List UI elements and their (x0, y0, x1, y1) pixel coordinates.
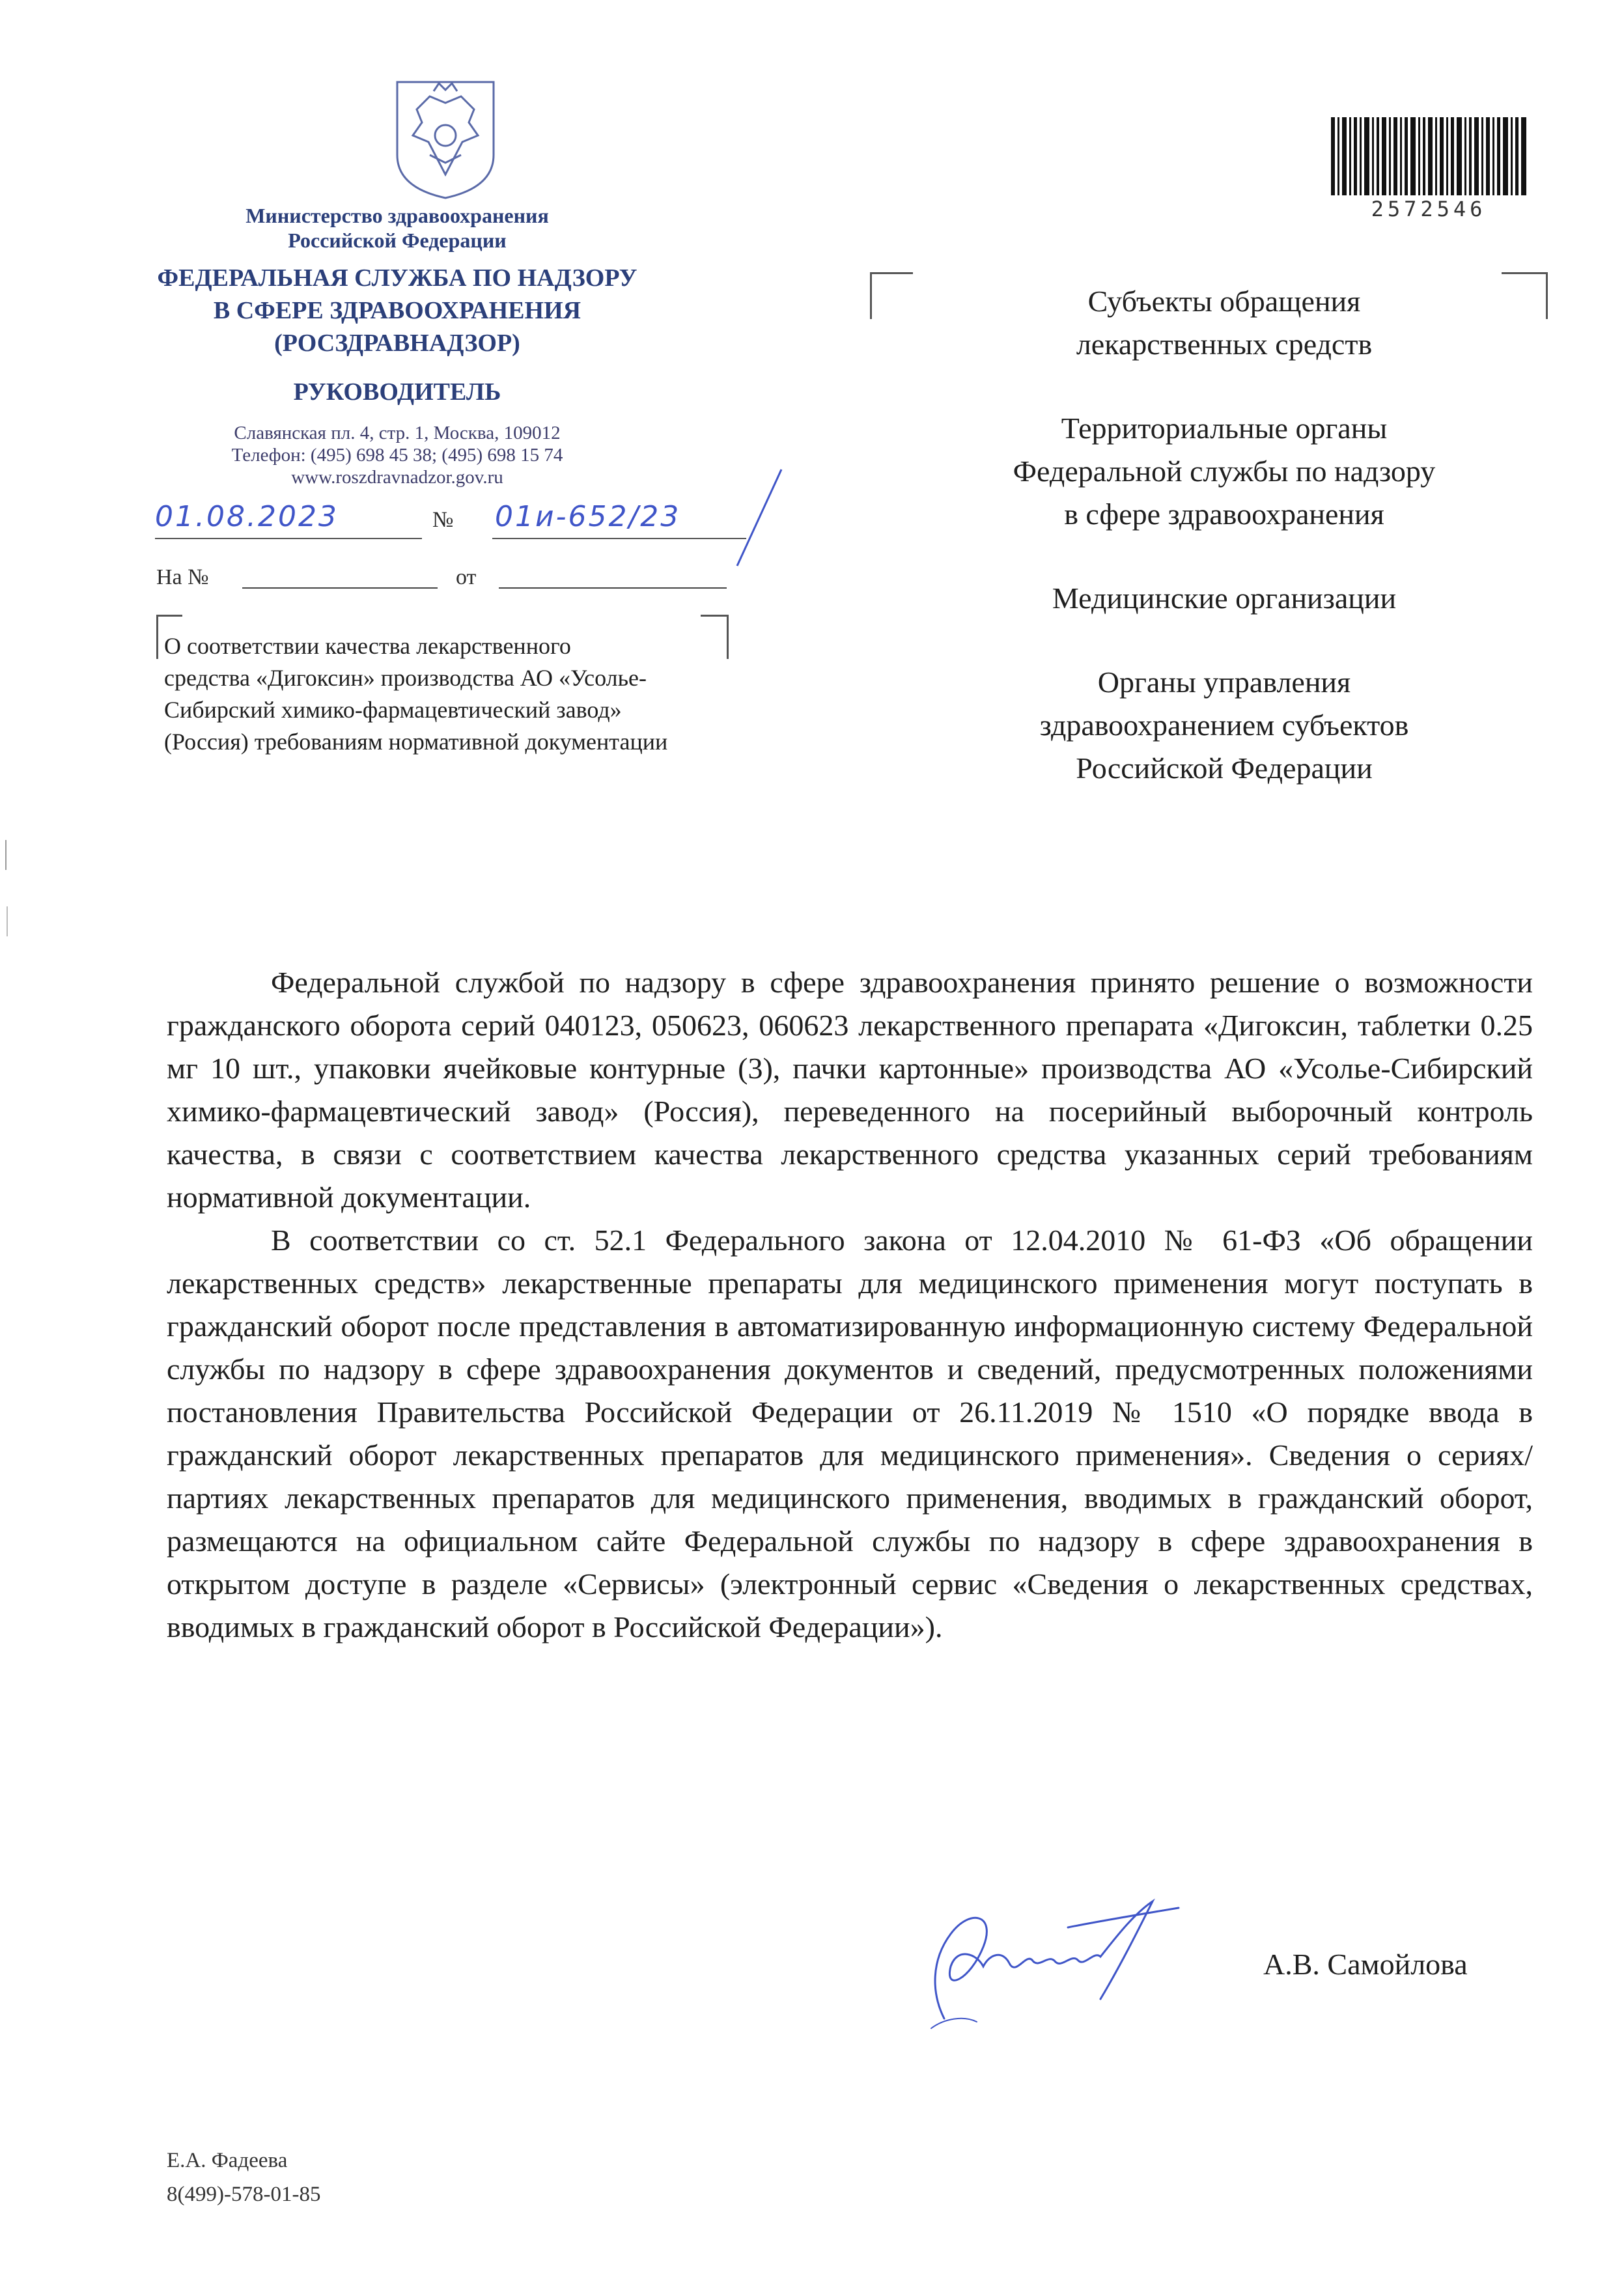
addressee-bracket-left-top (870, 272, 913, 274)
ministry-name (156, 203, 638, 253)
signer-name: А.В. Самойлова (1263, 1948, 1468, 1981)
addressee-line: Территориальные органы (1061, 412, 1388, 445)
addressee-bracket-right (1546, 272, 1548, 319)
barcode-number: 2572546 (1371, 197, 1487, 221)
phone-numbers: Телефон: (495) 698 45 38; (495) 698 15 74 (231, 445, 563, 466)
body-paragraph-2: В соответствии со ст. 52.1 Федерального закона от 12.04.2010 № 61-ФЗ «Об обращении лекарственных средств» лекарственные препараты для медицинского применения могут поступать в гражданский оборот после представления в автоматизированную информационную систему Федеральной службы по надзору в сфере здравоохранения документов и сведений, предусмотренных положениями постановления Правительства Российской Федерации от 26.11.2019 № 1510 «О порядке ввода в гражданский оборот лекарственных препаратов для медицинского применения». Сведения о сериях/партиях лекарственных препаратов для медицинского применения, вводимых в гражданский оборот, размещаются на официальном сайте Федеральной службы по надзору в сфере здравоохранения в открытом доступе в разделе «Сервисы» (электронный сервис «Сведения о лекарственных средствах, вводимых в гражданский оборот в Российской Федерации»). (167, 1224, 1533, 1644)
contact-block (156, 422, 638, 488)
ministry-line-1: Министерство здравоохранения (245, 204, 549, 227)
postal-address: Славянская пл. 4, стр. 1, Москва, 109012 (234, 423, 561, 443)
letter-subject (164, 630, 841, 758)
addressee-item (931, 280, 1517, 366)
registration-date: 01.08.2023 (155, 500, 339, 533)
reference-from-label: от (456, 565, 477, 589)
subject-bracket-left-top (156, 615, 182, 617)
addressee-list (931, 280, 1517, 831)
addressee-item (931, 577, 1517, 620)
coat-of-arms-emblem (391, 77, 500, 201)
subject-line-4: (Россия) требованиям нормативной документации (164, 729, 668, 755)
addressee-line: лекарственных средств (1076, 328, 1373, 361)
addressee-item (931, 407, 1517, 536)
addressee-bracket-right-top (1502, 272, 1547, 274)
registration-number-sign: № (432, 508, 454, 532)
handwritten-slash (729, 466, 788, 570)
service-line-2: В СФЕРЕ ЗДРАВООХРАНЕНИЯ (213, 297, 581, 324)
subject-bracket-right-top (701, 615, 728, 617)
scan-edge-mark (7, 906, 8, 936)
scan-edge-mark (5, 840, 7, 870)
registration-number: 01и-652/23 (495, 500, 681, 533)
subject-bracket-left (156, 615, 158, 659)
reference-date-blank (499, 587, 727, 589)
executor-phone: 8(499)-578-01-85 (167, 2183, 321, 2206)
subject-line-3: Сибирский химико-фармацевтический завод» (164, 697, 622, 723)
executor-name: Е.А. Фадеева (167, 2149, 288, 2172)
date-underline (155, 538, 422, 539)
addressee-line: в сфере здравоохранения (1064, 497, 1384, 531)
addressee-line: Федеральной службы по надзору (1013, 455, 1436, 488)
website-link[interactable]: www.roszdravnadzor.gov.ru (291, 467, 503, 488)
service-line-3: (РОСЗДРАВНАДЗОР) (274, 329, 520, 357)
reference-number-blank (242, 587, 438, 589)
barcode (1331, 117, 1526, 195)
number-underline (492, 538, 746, 539)
addressee-line: Российской Федерации (1076, 751, 1373, 785)
head-title: РУКОВОДИТЕЛЬ (293, 378, 501, 406)
addressee-bracket-left (870, 272, 872, 319)
subject-line-1: О соответствии качества лекарственного (164, 633, 571, 659)
handwritten-signature (905, 1888, 1205, 2038)
subject-line-2: средства «Дигоксин» производства АО «Усолье- (164, 665, 647, 691)
addressee-line: здравоохранением субъектов (1039, 708, 1409, 742)
body-paragraph-1: Федеральной службой по надзору в сфере здравоохранения принято решение о возможности гражданского оборота серий 040123, 050623, 060623 лекарственного препарата «Дигоксин, таблетки 0.25 мг 10 шт., упаковки ячейковые контурные (3), пачки картонные» производства АО «Усолье-Сибирский химико-фармацевтический завод» (Россия), переведенного на посерийный выборочный контроль качества, в связи с соответствием качества лекарственного средства указанных серий требованиям нормативной документации. (167, 966, 1533, 1214)
addressee-line: Медицинские организации (1052, 581, 1397, 615)
addressee-item (931, 661, 1517, 790)
ministry-line-2: Российской Федерации (288, 229, 507, 252)
service-line-1: ФЕДЕРАЛЬНАЯ СЛУЖБА ПО НАДЗОРУ (157, 264, 637, 292)
letter-body (167, 961, 1533, 1649)
reference-label: На № (156, 565, 209, 589)
service-name (143, 262, 651, 359)
addressee-line: Субъекты обращения (1087, 285, 1361, 318)
addressee-line: Органы управления (1097, 665, 1351, 699)
